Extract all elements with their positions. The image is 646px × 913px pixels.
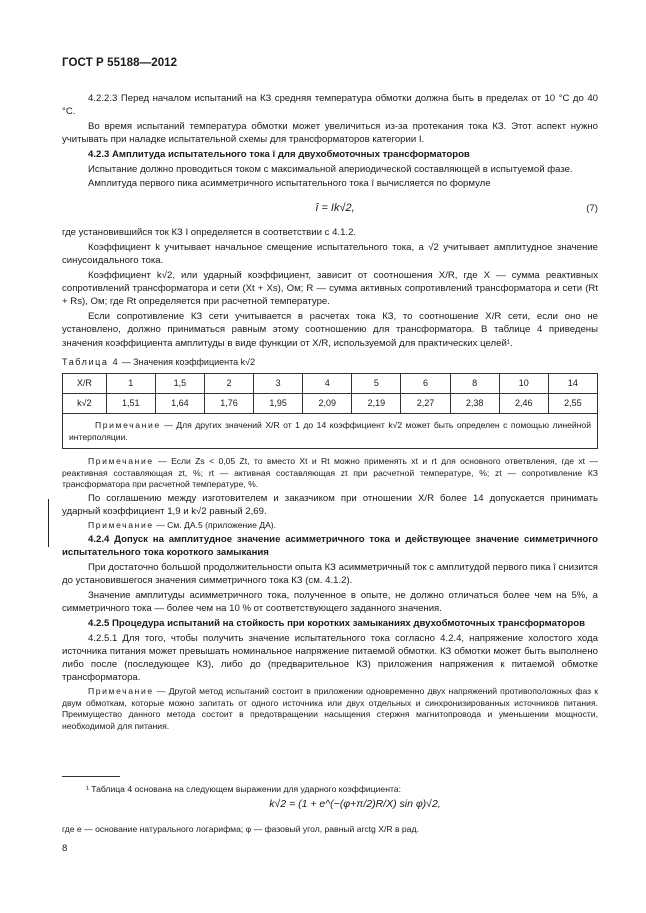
table-caption-label: Таблица 4 (62, 356, 120, 367)
table-cell: 1,95 (254, 393, 303, 413)
table-note-row (63, 413, 598, 448)
page-number: 8 (62, 843, 68, 854)
table-cell: 2 (204, 373, 253, 393)
footnote-explanation: где e — основание натурального логарифма; φ — фазовый угол, равный arctg X/R в рад. (62, 824, 419, 834)
formula-7: î = Ik√2, (315, 201, 355, 214)
table-caption (62, 356, 598, 369)
note-label: Примечание (88, 520, 154, 531)
section-heading: 4.2.3 Амплитуда испытательного тока î для двухобмоточных трансформаторов (88, 148, 470, 160)
table-cell: 6 (401, 373, 450, 393)
note-label: Примечание (95, 419, 161, 430)
paragraph: 4.2.5.1 Для того, чтобы получить значение испытательного тока согласно 4.2.4, напряжение холостого хода источника питания может превышать номинальное напряжение питаемой обмотки. КЗ обмотки может быть выполнено либо после (последующее КЗ), либо до (предварительное КЗ) приложения напряжения к питаемой обмотке трансформатора. (62, 632, 598, 684)
note-text: — Для других значений X/R от 1 до 14 коэффициент k√2 может быть определен с помощью линейной интерполяции. (69, 419, 591, 442)
paragraph: 4.2.2.3 Перед началом испытаний на КЗ средняя температура обмотки должна быть в пределах от 10 °С до 40 °С. (62, 93, 598, 118)
table-cell: 1,76 (204, 393, 253, 413)
table-cell: 2,38 (450, 393, 499, 413)
paragraph: Значение амплитуды асимметричного тока, полученное в опыте, не должно отличаться более чем на 5%, а симметричного тока — более чем на 10 % от соответствующего заданного значения. (62, 590, 598, 615)
change-bar (48, 499, 49, 547)
footnote-rule (62, 776, 120, 777)
table-cell: 1,64 (155, 393, 204, 413)
formula-row (62, 193, 598, 223)
table-caption-text: — Значения коэффициента k√2 (119, 356, 256, 367)
note (62, 686, 598, 732)
row-header: k√2 (63, 393, 107, 413)
table-cell: 2,46 (499, 393, 548, 413)
paragraph: Испытание должно проводиться током с максимальной апериодической составляющей в испытуемой фазе. (88, 163, 573, 175)
paragraph: где установившийся ток КЗ I определяется в соответствии с 4.1.2. (62, 227, 357, 239)
table-cell: 8 (450, 373, 499, 393)
equation-number: (7) (586, 202, 598, 214)
paragraph: Если сопротивление КЗ сети учитывается в расчетах тока КЗ, то соотношение X/R сети, если оно не установлено, должно приниматься равным этому соотношению для трансформатора. В таблице 4 приведены значения коэффициента амплитуды в виде функции от X/R, используемой для практических целей¹. (62, 311, 598, 349)
paragraph: Коэффициент k учитывает начальное смещение испытательного тока, а √2 учитывает амплитудное значение синусоидального тока. (62, 242, 598, 267)
note-label: Примечание (88, 455, 154, 466)
row-header: X/R (63, 373, 107, 393)
table-cell: 2,19 (352, 393, 401, 413)
table-cell: 5 (352, 373, 401, 393)
table-cell: 4 (303, 373, 352, 393)
section-heading: 4.2.4 Допуск на амплитудное значение асимметричного тока и действующее значение симметричного испытательного тока короткого замыкания (62, 534, 598, 559)
table-row-k (63, 393, 598, 413)
paragraph: Коэффициент k√2, или ударный коэффициент, зависит от соотношения X/R, где X — сумма реактивных сопротивлений трансформатора и сети (Xt + Xs), Ом; R — сумма активных сопротивлений трансформатора и сети (Rt + Rs), Ом; где Rt определяется при расчетной температуре. (62, 270, 598, 308)
table-cell: 10 (499, 373, 548, 393)
section-heading: 4.2.5 Процедура испытаний на стойкость при коротких замыканиях двухобмоточных трансформаторов (88, 617, 585, 629)
table-cell: 1,5 (155, 373, 204, 393)
table-cell: 2,09 (303, 393, 352, 413)
note (62, 456, 598, 491)
note-text: — Другой метод испытаний состоит в приложении одновременно двух напряжений противоположных фаз к двум обмоткам, которые можно запитать от одного источника или двух отдельных и синхронизированных источников питания. Преимущество данного метода состоит в предотвращении насыщения стержня магнитопровода и уменьшении мощности, необходимой для питания. (62, 685, 598, 731)
paragraph: По соглашению между изготовителем и заказчиком при отношении X/R более 14 допускается принимать ударный коэффициент 1,9 и k√2 равный 2,69. (62, 493, 598, 518)
table-cell: 1,51 (106, 393, 155, 413)
table-note (63, 413, 598, 448)
paragraph: При достаточно большой продолжительности опыта КЗ асимметричный ток с амплитудой первого пика î снизится до установившегося значения симметричного тока КЗ (см. 4.1.2). (62, 562, 598, 587)
note-text: — Если Zs < 0,05 Zt, то вместо Xt и Rt можно применять xt и rt для основного ответвления, где xt — реактивная составляющая zt, %; rt — активная составляющая zt при расчетной температуре, %; zt — сопротивление КЗ трансформатора при расчетной температуре, %. (62, 455, 598, 490)
paragraph: Амплитуда первого пика асимметричного испытательного тока î вычисляется по формуле (88, 178, 491, 190)
note-label: Примечание (88, 685, 154, 696)
document-body (62, 92, 598, 734)
footnote-formula: k√2 = (1 + e^(−(φ+π/2)R/X) sin φ)√2, (269, 798, 441, 810)
table-cell: 1 (106, 373, 155, 393)
note-text: — См. ДА.5 (приложение ДА). (153, 520, 277, 531)
note (62, 520, 598, 532)
table-cell: 2,27 (401, 393, 450, 413)
table-cell: 14 (548, 373, 597, 393)
footnote: ¹ Таблица 4 основана на следующем выражении для ударного коэффициента: (86, 784, 401, 794)
table-cell: 3 (254, 373, 303, 393)
document-header: ГОСТ Р 55188—2012 (62, 57, 178, 69)
table-row-xr (63, 373, 598, 393)
coefficient-table (62, 373, 598, 449)
table-cell: 2,55 (548, 393, 597, 413)
paragraph: Во время испытаний температура обмотки может увеличиться из-за протекания тока КЗ. Этот аспект нужно учитывать при наладке испытательной схемы для трансформаторов категории I. (62, 120, 598, 146)
